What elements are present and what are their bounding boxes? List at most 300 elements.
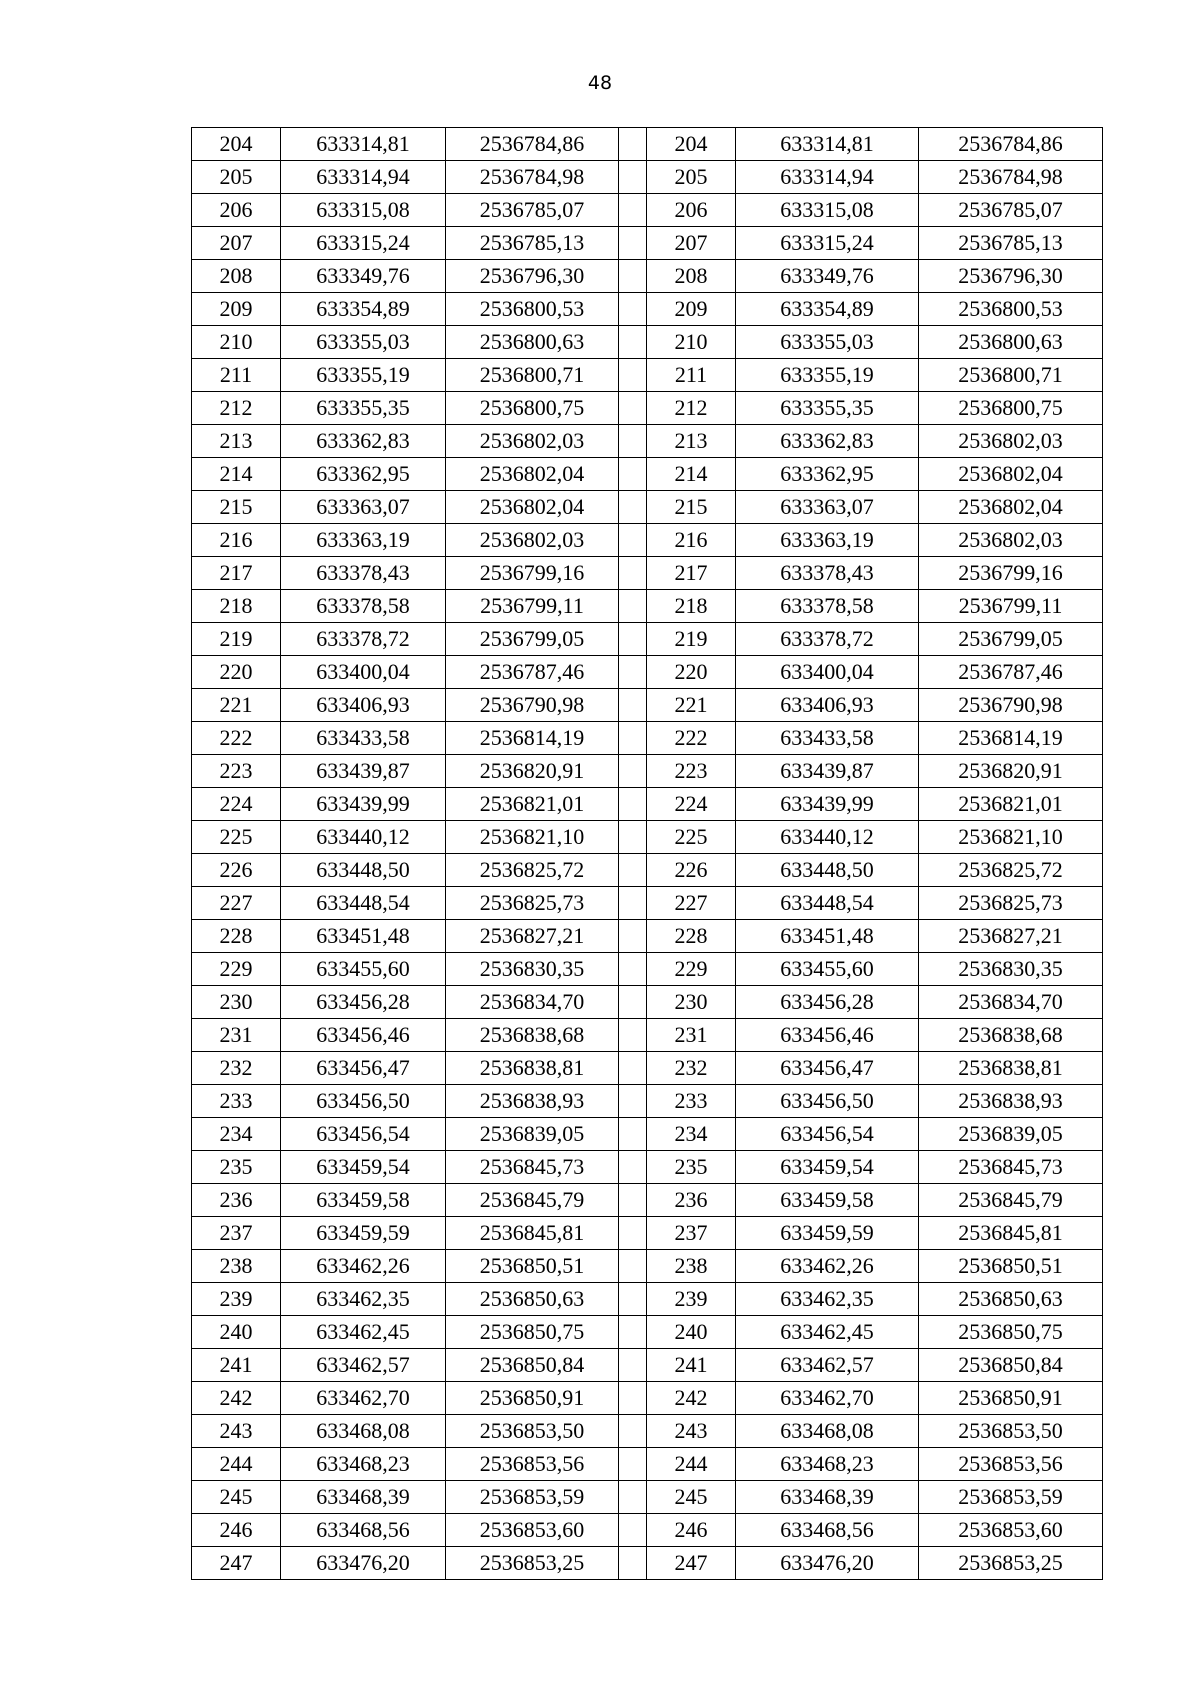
point-number-cell-duplicate: 245	[647, 1481, 736, 1514]
x-coordinate-cell-duplicate: 633362,83	[736, 425, 919, 458]
point-number-cell-duplicate: 219	[647, 623, 736, 656]
point-number-cell-duplicate: 228	[647, 920, 736, 953]
y-coordinate-cell-duplicate: 2536821,10	[919, 821, 1103, 854]
y-coordinate-cell-duplicate: 2536839,05	[919, 1118, 1103, 1151]
point-number-cell-duplicate: 208	[647, 260, 736, 293]
table-row	[192, 590, 1103, 623]
table-row	[192, 491, 1103, 524]
x-coordinate-cell-duplicate: 633315,24	[736, 227, 919, 260]
y-coordinate-cell: 2536850,51	[446, 1250, 619, 1283]
x-coordinate-cell-duplicate: 633462,70	[736, 1382, 919, 1415]
y-coordinate-cell-duplicate: 2536814,19	[919, 722, 1103, 755]
y-coordinate-cell-duplicate: 2536850,63	[919, 1283, 1103, 1316]
spacer-cell	[619, 1382, 647, 1415]
table-row	[192, 1514, 1103, 1547]
x-coordinate-cell-duplicate: 633439,99	[736, 788, 919, 821]
x-coordinate-cell: 633456,46	[281, 1019, 446, 1052]
point-number-cell: 239	[192, 1283, 281, 1316]
table-row	[192, 920, 1103, 953]
y-coordinate-cell: 2536838,93	[446, 1085, 619, 1118]
x-coordinate-cell-duplicate: 633433,58	[736, 722, 919, 755]
y-coordinate-cell: 2536853,60	[446, 1514, 619, 1547]
point-number-cell: 207	[192, 227, 281, 260]
spacer-cell	[619, 1118, 647, 1151]
x-coordinate-cell: 633439,87	[281, 755, 446, 788]
table-row	[192, 1382, 1103, 1415]
x-coordinate-cell: 633433,58	[281, 722, 446, 755]
x-coordinate-cell-duplicate: 633462,45	[736, 1316, 919, 1349]
y-coordinate-cell: 2536802,03	[446, 524, 619, 557]
table-row	[192, 1415, 1103, 1448]
x-coordinate-cell: 633462,70	[281, 1382, 446, 1415]
x-coordinate-cell: 633363,07	[281, 491, 446, 524]
x-coordinate-cell-duplicate: 633363,07	[736, 491, 919, 524]
x-coordinate-cell: 633354,89	[281, 293, 446, 326]
y-coordinate-cell-duplicate: 2536845,79	[919, 1184, 1103, 1217]
x-coordinate-cell-duplicate: 633363,19	[736, 524, 919, 557]
y-coordinate-cell: 2536850,75	[446, 1316, 619, 1349]
table-row	[192, 722, 1103, 755]
x-coordinate-cell-duplicate: 633456,54	[736, 1118, 919, 1151]
x-coordinate-cell: 633462,26	[281, 1250, 446, 1283]
x-coordinate-cell-duplicate: 633455,60	[736, 953, 919, 986]
point-number-cell: 235	[192, 1151, 281, 1184]
x-coordinate-cell: 633355,35	[281, 392, 446, 425]
x-coordinate-cell-duplicate: 633440,12	[736, 821, 919, 854]
x-coordinate-cell-duplicate: 633448,54	[736, 887, 919, 920]
point-number-cell-duplicate: 225	[647, 821, 736, 854]
point-number-cell-duplicate: 206	[647, 194, 736, 227]
y-coordinate-cell-duplicate: 2536800,53	[919, 293, 1103, 326]
x-coordinate-cell: 633468,39	[281, 1481, 446, 1514]
x-coordinate-cell-duplicate: 633468,39	[736, 1481, 919, 1514]
spacer-cell	[619, 260, 647, 293]
spacer-cell	[619, 689, 647, 722]
y-coordinate-cell-duplicate: 2536853,60	[919, 1514, 1103, 1547]
spacer-cell	[619, 1415, 647, 1448]
x-coordinate-cell: 633462,45	[281, 1316, 446, 1349]
point-number-cell-duplicate: 247	[647, 1547, 736, 1580]
point-number-cell: 231	[192, 1019, 281, 1052]
x-coordinate-cell: 633459,54	[281, 1151, 446, 1184]
x-coordinate-cell: 633355,03	[281, 326, 446, 359]
table-row	[192, 821, 1103, 854]
table-row	[192, 359, 1103, 392]
point-number-cell: 229	[192, 953, 281, 986]
x-coordinate-cell: 633448,50	[281, 854, 446, 887]
point-number-cell-duplicate: 205	[647, 161, 736, 194]
point-number-cell: 241	[192, 1349, 281, 1382]
point-number-cell-duplicate: 214	[647, 458, 736, 491]
y-coordinate-cell-duplicate: 2536850,75	[919, 1316, 1103, 1349]
x-coordinate-cell: 633315,08	[281, 194, 446, 227]
y-coordinate-cell: 2536787,46	[446, 656, 619, 689]
x-coordinate-cell: 633406,93	[281, 689, 446, 722]
x-coordinate-cell-duplicate: 633355,03	[736, 326, 919, 359]
y-coordinate-cell: 2536800,63	[446, 326, 619, 359]
table-row	[192, 1448, 1103, 1481]
y-coordinate-cell-duplicate: 2536834,70	[919, 986, 1103, 1019]
x-coordinate-cell-duplicate: 633462,57	[736, 1349, 919, 1382]
y-coordinate-cell: 2536845,81	[446, 1217, 619, 1250]
y-coordinate-cell-duplicate: 2536853,59	[919, 1481, 1103, 1514]
x-coordinate-cell-duplicate: 633378,43	[736, 557, 919, 590]
x-coordinate-cell: 633355,19	[281, 359, 446, 392]
x-coordinate-cell-duplicate: 633314,94	[736, 161, 919, 194]
table-row	[192, 656, 1103, 689]
spacer-cell	[619, 359, 647, 392]
spacer-cell	[619, 458, 647, 491]
table-row	[192, 623, 1103, 656]
point-number-cell-duplicate: 227	[647, 887, 736, 920]
table-row	[192, 689, 1103, 722]
point-number-cell: 218	[192, 590, 281, 623]
spacer-cell	[619, 491, 647, 524]
point-number-cell: 219	[192, 623, 281, 656]
table-row	[192, 1349, 1103, 1382]
point-number-cell: 230	[192, 986, 281, 1019]
y-coordinate-cell-duplicate: 2536799,11	[919, 590, 1103, 623]
point-number-cell: 208	[192, 260, 281, 293]
y-coordinate-cell-duplicate: 2536802,04	[919, 458, 1103, 491]
x-coordinate-cell: 633315,24	[281, 227, 446, 260]
spacer-cell	[619, 1448, 647, 1481]
y-coordinate-cell: 2536820,91	[446, 755, 619, 788]
spacer-cell	[619, 1019, 647, 1052]
x-coordinate-cell: 633440,12	[281, 821, 446, 854]
y-coordinate-cell-duplicate: 2536845,81	[919, 1217, 1103, 1250]
spacer-cell	[619, 1085, 647, 1118]
point-number-cell-duplicate: 223	[647, 755, 736, 788]
point-number-cell: 245	[192, 1481, 281, 1514]
x-coordinate-cell: 633456,47	[281, 1052, 446, 1085]
y-coordinate-cell: 2536800,53	[446, 293, 619, 326]
y-coordinate-cell-duplicate: 2536850,91	[919, 1382, 1103, 1415]
spacer-cell	[619, 755, 647, 788]
x-coordinate-cell: 633459,59	[281, 1217, 446, 1250]
table-row	[192, 1118, 1103, 1151]
x-coordinate-cell-duplicate: 633448,50	[736, 854, 919, 887]
y-coordinate-cell: 2536821,01	[446, 788, 619, 821]
x-coordinate-cell: 633362,95	[281, 458, 446, 491]
y-coordinate-cell: 2536802,03	[446, 425, 619, 458]
x-coordinate-cell-duplicate: 633315,08	[736, 194, 919, 227]
spacer-cell	[619, 1151, 647, 1184]
point-number-cell: 225	[192, 821, 281, 854]
x-coordinate-cell: 633459,58	[281, 1184, 446, 1217]
y-coordinate-cell-duplicate: 2536850,51	[919, 1250, 1103, 1283]
spacer-cell	[619, 293, 647, 326]
table-row	[192, 227, 1103, 260]
point-number-cell: 228	[192, 920, 281, 953]
x-coordinate-cell: 633314,94	[281, 161, 446, 194]
x-coordinate-cell-duplicate: 633400,04	[736, 656, 919, 689]
x-coordinate-cell: 633456,54	[281, 1118, 446, 1151]
coordinates-table	[191, 127, 1103, 1580]
table-row	[192, 1217, 1103, 1250]
y-coordinate-cell: 2536850,84	[446, 1349, 619, 1382]
spacer-cell	[619, 557, 647, 590]
y-coordinate-cell-duplicate: 2536790,98	[919, 689, 1103, 722]
spacer-cell	[619, 854, 647, 887]
table-row	[192, 1481, 1103, 1514]
point-number-cell-duplicate: 213	[647, 425, 736, 458]
spacer-cell	[619, 425, 647, 458]
y-coordinate-cell-duplicate: 2536802,03	[919, 425, 1103, 458]
point-number-cell-duplicate: 233	[647, 1085, 736, 1118]
point-number-cell: 210	[192, 326, 281, 359]
table-row	[192, 1019, 1103, 1052]
table-row	[192, 887, 1103, 920]
y-coordinate-cell-duplicate: 2536785,07	[919, 194, 1103, 227]
y-coordinate-cell: 2536845,73	[446, 1151, 619, 1184]
point-number-cell-duplicate: 230	[647, 986, 736, 1019]
table-row	[192, 425, 1103, 458]
table-row	[192, 557, 1103, 590]
x-coordinate-cell: 633468,23	[281, 1448, 446, 1481]
y-coordinate-cell: 2536838,68	[446, 1019, 619, 1052]
point-number-cell: 222	[192, 722, 281, 755]
point-number-cell: 215	[192, 491, 281, 524]
point-number-cell: 217	[192, 557, 281, 590]
point-number-cell-duplicate: 216	[647, 524, 736, 557]
y-coordinate-cell-duplicate: 2536799,05	[919, 623, 1103, 656]
point-number-cell-duplicate: 232	[647, 1052, 736, 1085]
y-coordinate-cell: 2536784,86	[446, 128, 619, 161]
x-coordinate-cell-duplicate: 633459,54	[736, 1151, 919, 1184]
y-coordinate-cell-duplicate: 2536784,86	[919, 128, 1103, 161]
table-row	[192, 128, 1103, 161]
x-coordinate-cell-duplicate: 633349,76	[736, 260, 919, 293]
x-coordinate-cell: 633462,57	[281, 1349, 446, 1382]
point-number-cell: 213	[192, 425, 281, 458]
point-number-cell: 237	[192, 1217, 281, 1250]
point-number-cell-duplicate: 229	[647, 953, 736, 986]
x-coordinate-cell: 633314,81	[281, 128, 446, 161]
y-coordinate-cell: 2536800,75	[446, 392, 619, 425]
point-number-cell-duplicate: 204	[647, 128, 736, 161]
y-coordinate-cell: 2536799,05	[446, 623, 619, 656]
spacer-cell	[619, 1052, 647, 1085]
y-coordinate-cell: 2536845,79	[446, 1184, 619, 1217]
y-coordinate-cell: 2536821,10	[446, 821, 619, 854]
spacer-cell	[619, 194, 647, 227]
table-row	[192, 986, 1103, 1019]
table-row	[192, 1151, 1103, 1184]
point-number-cell: 220	[192, 656, 281, 689]
table-row	[192, 1250, 1103, 1283]
point-number-cell: 246	[192, 1514, 281, 1547]
point-number-cell-duplicate: 207	[647, 227, 736, 260]
x-coordinate-cell-duplicate: 633355,35	[736, 392, 919, 425]
point-number-cell: 244	[192, 1448, 281, 1481]
table-row	[192, 1085, 1103, 1118]
y-coordinate-cell: 2536838,81	[446, 1052, 619, 1085]
point-number-cell-duplicate: 236	[647, 1184, 736, 1217]
x-coordinate-cell: 633462,35	[281, 1283, 446, 1316]
x-coordinate-cell: 633362,83	[281, 425, 446, 458]
y-coordinate-cell-duplicate: 2536825,72	[919, 854, 1103, 887]
y-coordinate-cell: 2536802,04	[446, 458, 619, 491]
point-number-cell: 227	[192, 887, 281, 920]
point-number-cell-duplicate: 243	[647, 1415, 736, 1448]
coordinates-table-body	[192, 128, 1103, 1580]
point-number-cell: 247	[192, 1547, 281, 1580]
point-number-cell: 242	[192, 1382, 281, 1415]
y-coordinate-cell-duplicate: 2536796,30	[919, 260, 1103, 293]
x-coordinate-cell: 633378,58	[281, 590, 446, 623]
y-coordinate-cell-duplicate: 2536799,16	[919, 557, 1103, 590]
table-row	[192, 1547, 1103, 1580]
y-coordinate-cell-duplicate: 2536820,91	[919, 755, 1103, 788]
x-coordinate-cell-duplicate: 633459,59	[736, 1217, 919, 1250]
point-number-cell: 204	[192, 128, 281, 161]
table-row	[192, 1316, 1103, 1349]
x-coordinate-cell-duplicate: 633314,81	[736, 128, 919, 161]
y-coordinate-cell: 2536825,72	[446, 854, 619, 887]
y-coordinate-cell-duplicate: 2536785,13	[919, 227, 1103, 260]
y-coordinate-cell-duplicate: 2536850,84	[919, 1349, 1103, 1382]
x-coordinate-cell-duplicate: 633462,26	[736, 1250, 919, 1283]
y-coordinate-cell: 2536850,91	[446, 1382, 619, 1415]
point-number-cell: 216	[192, 524, 281, 557]
spacer-cell	[619, 1547, 647, 1580]
y-coordinate-cell: 2536834,70	[446, 986, 619, 1019]
y-coordinate-cell: 2536796,30	[446, 260, 619, 293]
point-number-cell: 221	[192, 689, 281, 722]
spacer-cell	[619, 656, 647, 689]
y-coordinate-cell-duplicate: 2536830,35	[919, 953, 1103, 986]
y-coordinate-cell: 2536799,11	[446, 590, 619, 623]
x-coordinate-cell-duplicate: 633406,93	[736, 689, 919, 722]
point-number-cell: 236	[192, 1184, 281, 1217]
table-row	[192, 1184, 1103, 1217]
y-coordinate-cell-duplicate: 2536838,81	[919, 1052, 1103, 1085]
y-coordinate-cell: 2536853,56	[446, 1448, 619, 1481]
spacer-cell	[619, 227, 647, 260]
point-number-cell-duplicate: 234	[647, 1118, 736, 1151]
table-row	[192, 194, 1103, 227]
y-coordinate-cell-duplicate: 2536787,46	[919, 656, 1103, 689]
table-row	[192, 524, 1103, 557]
y-coordinate-cell: 2536799,16	[446, 557, 619, 590]
spacer-cell	[619, 1514, 647, 1547]
y-coordinate-cell: 2536800,71	[446, 359, 619, 392]
point-number-cell-duplicate: 224	[647, 788, 736, 821]
point-number-cell-duplicate: 242	[647, 1382, 736, 1415]
x-coordinate-cell-duplicate: 633378,58	[736, 590, 919, 623]
table-row	[192, 458, 1103, 491]
spacer-cell	[619, 887, 647, 920]
spacer-cell	[619, 1184, 647, 1217]
spacer-cell	[619, 161, 647, 194]
point-number-cell: 206	[192, 194, 281, 227]
y-coordinate-cell-duplicate: 2536853,50	[919, 1415, 1103, 1448]
spacer-cell	[619, 128, 647, 161]
x-coordinate-cell: 633468,08	[281, 1415, 446, 1448]
point-number-cell: 238	[192, 1250, 281, 1283]
x-coordinate-cell-duplicate: 633456,28	[736, 986, 919, 1019]
x-coordinate-cell-duplicate: 633456,47	[736, 1052, 919, 1085]
point-number-cell-duplicate: 235	[647, 1151, 736, 1184]
spacer-cell	[619, 722, 647, 755]
point-number-cell-duplicate: 240	[647, 1316, 736, 1349]
x-coordinate-cell: 633378,43	[281, 557, 446, 590]
point-number-cell: 240	[192, 1316, 281, 1349]
x-coordinate-cell: 633448,54	[281, 887, 446, 920]
point-number-cell: 214	[192, 458, 281, 491]
x-coordinate-cell-duplicate: 633362,95	[736, 458, 919, 491]
x-coordinate-cell-duplicate: 633378,72	[736, 623, 919, 656]
point-number-cell-duplicate: 226	[647, 854, 736, 887]
y-coordinate-cell: 2536802,04	[446, 491, 619, 524]
spacer-cell	[619, 524, 647, 557]
y-coordinate-cell: 2536785,13	[446, 227, 619, 260]
point-number-cell: 209	[192, 293, 281, 326]
table-row	[192, 260, 1103, 293]
y-coordinate-cell-duplicate: 2536800,71	[919, 359, 1103, 392]
spacer-cell	[619, 986, 647, 1019]
point-number-cell: 234	[192, 1118, 281, 1151]
x-coordinate-cell: 633349,76	[281, 260, 446, 293]
point-number-cell-duplicate: 231	[647, 1019, 736, 1052]
table-row	[192, 1283, 1103, 1316]
point-number-cell-duplicate: 246	[647, 1514, 736, 1547]
y-coordinate-cell-duplicate: 2536827,21	[919, 920, 1103, 953]
point-number-cell-duplicate: 218	[647, 590, 736, 623]
spacer-cell	[619, 1349, 647, 1382]
point-number-cell: 243	[192, 1415, 281, 1448]
x-coordinate-cell-duplicate: 633451,48	[736, 920, 919, 953]
point-number-cell-duplicate: 241	[647, 1349, 736, 1382]
table-row	[192, 326, 1103, 359]
table-row	[192, 293, 1103, 326]
y-coordinate-cell-duplicate: 2536853,25	[919, 1547, 1103, 1580]
y-coordinate-cell: 2536827,21	[446, 920, 619, 953]
point-number-cell: 212	[192, 392, 281, 425]
point-number-cell: 211	[192, 359, 281, 392]
spacer-cell	[619, 821, 647, 854]
point-number-cell-duplicate: 215	[647, 491, 736, 524]
x-coordinate-cell-duplicate: 633355,19	[736, 359, 919, 392]
point-number-cell-duplicate: 210	[647, 326, 736, 359]
y-coordinate-cell-duplicate: 2536821,01	[919, 788, 1103, 821]
x-coordinate-cell: 633468,56	[281, 1514, 446, 1547]
x-coordinate-cell-duplicate: 633456,46	[736, 1019, 919, 1052]
point-number-cell-duplicate: 220	[647, 656, 736, 689]
y-coordinate-cell-duplicate: 2536853,56	[919, 1448, 1103, 1481]
y-coordinate-cell: 2536853,25	[446, 1547, 619, 1580]
x-coordinate-cell-duplicate: 633354,89	[736, 293, 919, 326]
x-coordinate-cell: 633456,28	[281, 986, 446, 1019]
x-coordinate-cell: 633451,48	[281, 920, 446, 953]
table-row	[192, 161, 1103, 194]
y-coordinate-cell: 2536784,98	[446, 161, 619, 194]
x-coordinate-cell-duplicate: 633468,08	[736, 1415, 919, 1448]
point-number-cell: 223	[192, 755, 281, 788]
y-coordinate-cell: 2536853,59	[446, 1481, 619, 1514]
x-coordinate-cell-duplicate: 633468,56	[736, 1514, 919, 1547]
spacer-cell	[619, 1316, 647, 1349]
x-coordinate-cell: 633378,72	[281, 623, 446, 656]
y-coordinate-cell-duplicate: 2536784,98	[919, 161, 1103, 194]
y-coordinate-cell-duplicate: 2536845,73	[919, 1151, 1103, 1184]
x-coordinate-cell: 633456,50	[281, 1085, 446, 1118]
point-number-cell-duplicate: 244	[647, 1448, 736, 1481]
spacer-cell	[619, 623, 647, 656]
x-coordinate-cell-duplicate: 633439,87	[736, 755, 919, 788]
point-number-cell-duplicate: 221	[647, 689, 736, 722]
